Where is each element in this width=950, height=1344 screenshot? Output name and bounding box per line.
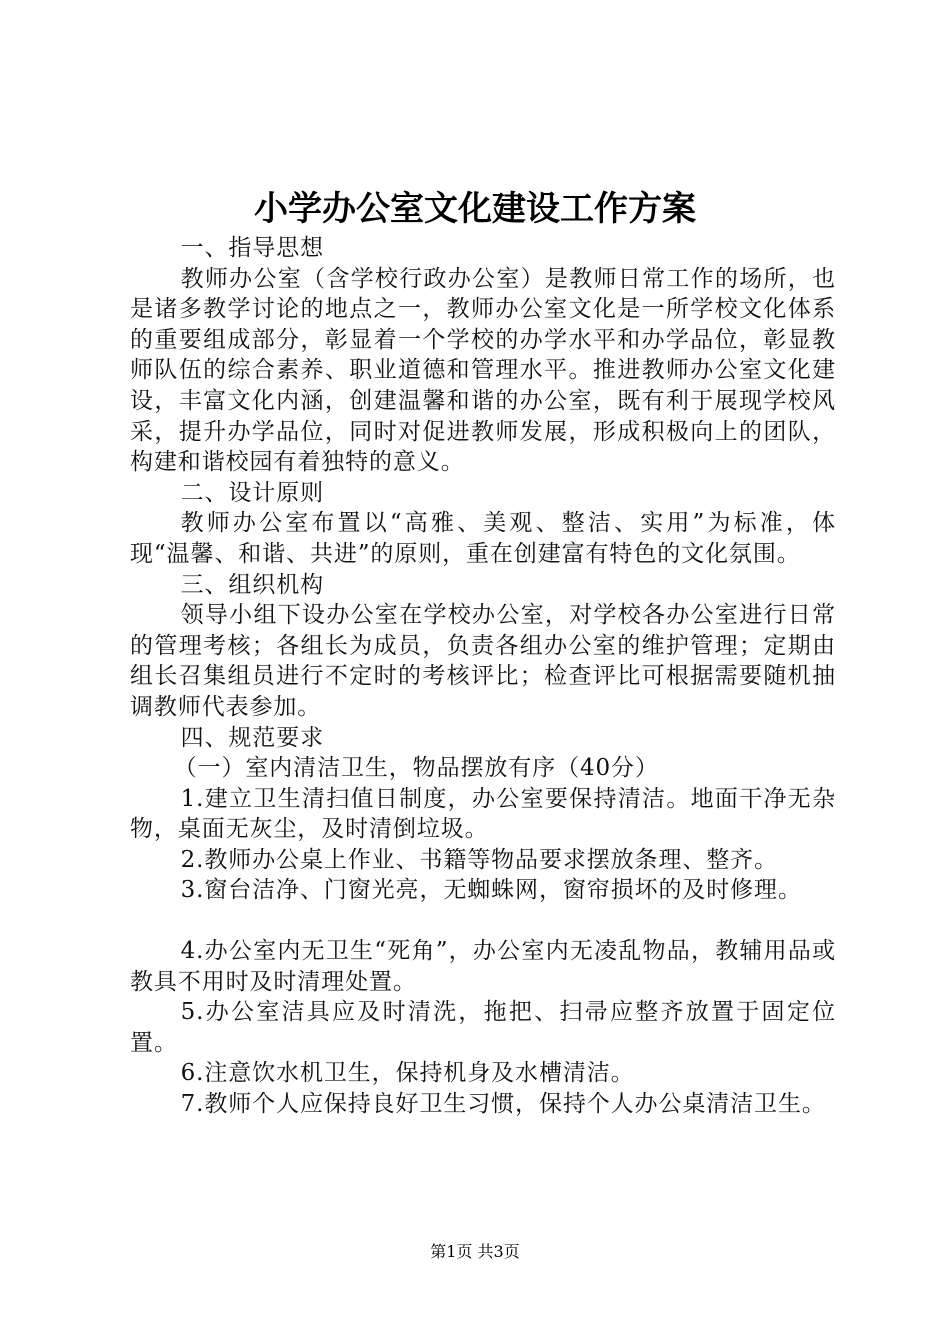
- section-heading-guiding-thought: 一、指导思想: [180, 235, 324, 261]
- document-title: 小学办公室文化建设工作方案: [254, 189, 696, 229]
- list-item-1: 1.建立卫生清扫值日制度，办公室要保持清洁。地面干净无杂物，桌面无灰尘，及时清倒垃圾。: [130, 785, 836, 843]
- list-item-7: 7.教师个人应保持良好卫生习惯，保持个人办公桌清洁卫生。: [180, 1091, 826, 1118]
- subsection-heading-cleanliness: （一）室内清洁卫生，物品摆放有序（40分）: [173, 755, 659, 782]
- list-item-3: 3.窗台洁净、门窗光亮，无蜘蛛网，窗帘损坏的及时修理。: [180, 877, 802, 904]
- page-footer: 第1页 共3页: [430, 1242, 520, 1261]
- section-heading-requirements: 四、规范要求: [180, 724, 324, 751]
- paragraph-design-principle: 教师办公室布置以“高雅、美观、整洁、实用”为标准，体现“温馨、和谐、共进”的原则，重在创建富有特色的文化氛围。: [130, 510, 836, 567]
- paragraph-guiding-thought: 教师办公室（含学校行政办公室）是教师日常工作的场所，也是诸多教学讨论的地点之一，教师办公室文化是一所学校文化体系的重要组成部分，彰显着一个学校的办学水平和办学品位，彰显教师队伍的综合素养、职业道德和管理水平。推进教师办公室文化建设，丰富文化内涵，创建温馨和谐的办公室，既有利于展现学校风采，提升办学品位，同时对促进教师发展，形成积极向上的团队，构建和谐校园有着独特的意义。: [130, 265, 836, 476]
- document-body: [130, 233, 836, 1120]
- list-item-4: 4.办公室内无卫生“死角”，办公室内无凌乱物品，教辅用品或教具不用时及时清理处置。: [130, 938, 836, 995]
- list-item-2: 2.教师办公桌上作业、书籍等物品要求摆放条理、整齐。: [180, 846, 778, 873]
- list-item-5: 5.办公室洁具应及时清洗，拖把、扫帚应整齐放置于固定位置。: [130, 999, 836, 1056]
- list-item-6: 6.注意饮水机卫生，保持机身及水槽清洁。: [180, 1060, 635, 1087]
- section-heading-design-principle: 二、设计原则: [180, 479, 324, 506]
- section-heading-organization: 三、组织机构: [180, 571, 324, 598]
- paragraph-organization: 领导小组下设办公室在学校办公室，对学校各办公室进行日常的管理考核；各组长为成员，负责各组办公室的维护管理；定期由组长召集组员进行不定时的考核评比；检查评比可根据需要随机抽调教师代表参加。: [130, 602, 836, 720]
